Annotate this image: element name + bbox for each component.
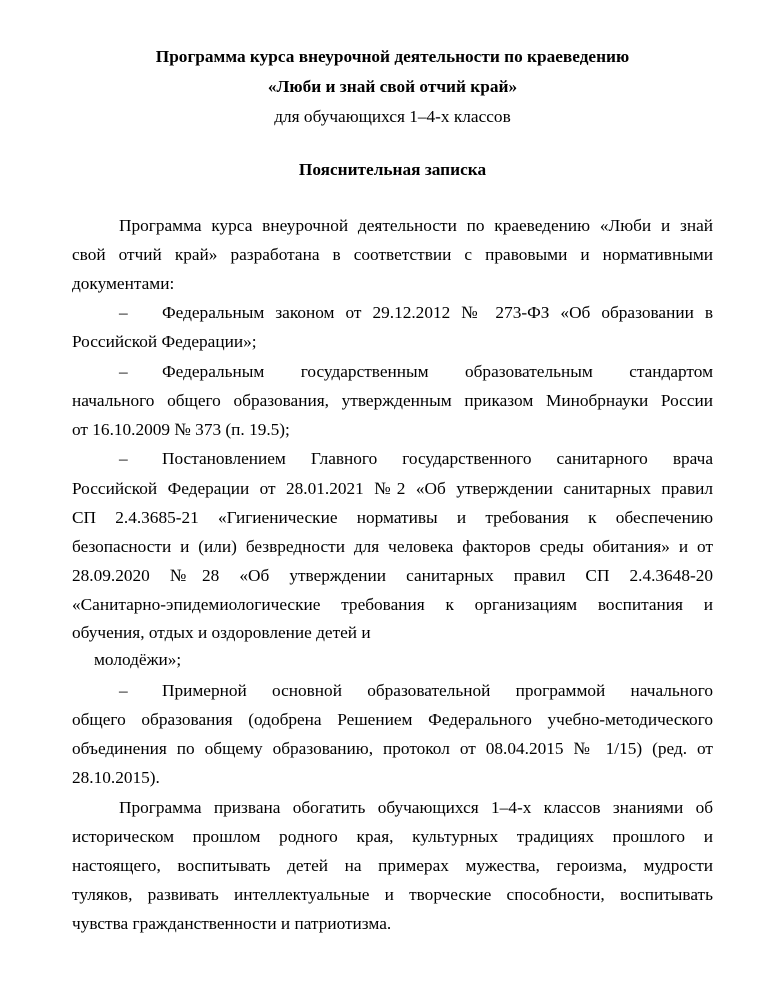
list-item-4-line-3: объединения по общему образованию, протокол от 08.04.2015 № 1/15) (ред. от (72, 739, 713, 758)
list-item-3-line-2: Российской Федерации от 28.01.2021 №2 «Об утверждении санитарных правил (72, 479, 713, 498)
list-item-2 (72, 361, 713, 383)
closing-line-5: чувства гражданственности и патриотизма. (72, 914, 392, 933)
list-item-3-text: Постановлением Главного государственного санитарного врача (162, 449, 713, 468)
list-item-2-text: Федеральным государственным образовательным стандартом (162, 362, 713, 381)
list-item-2-line-3: от 16.10.2009 № 373 (п. 19.5); (72, 420, 290, 439)
list-item-3-line-4: безопасности и (или) безвредности для человека факторов среды обитания» и от (72, 537, 713, 556)
title-line-1: Программа курса внеурочной деятельности по краеведению (155, 47, 630, 66)
list-marker: – (119, 681, 128, 700)
list-item-4 (72, 680, 713, 702)
closing-line-3: настоящего, воспитывать детей на примерах мужества, героизма, мудрости (72, 856, 713, 875)
list-item-1 (72, 302, 713, 324)
title-line-3: для обучающихся 1–4-х классов (274, 107, 511, 126)
list-item-4-line-4: 28.10.2015). (72, 768, 160, 787)
closing-line-2: историческом прошлом родного края, культурных традициях прошлого и (72, 827, 713, 846)
list-item-3-line-8: молодёжи»; (94, 650, 182, 669)
list-item-1-line-2: Российской Федерации»; (72, 332, 257, 351)
section-title: Пояснительная записка (298, 160, 487, 179)
list-item-4-text: Примерной основной образовательной программой начального (162, 681, 713, 700)
list-marker: – (119, 449, 128, 468)
list-item-2-line-2: начального общего образования, утвержденным приказом Минобрнауки России (72, 391, 713, 410)
title-line-2: «Люби и знай свой отчий край» (267, 77, 518, 96)
intro-line-3: документами: (72, 274, 175, 293)
list-item-3-line-3: СП 2.4.3685-21 «Гигиенические нормативы и требования к обеспечению (72, 508, 713, 527)
list-item-1-text: Федеральным законом от 29.12.2012 № 273-ФЗ «Об образовании в (162, 303, 713, 322)
list-item-4-line-2: общего образования (одобрена Решением Федерального учебно-методического (72, 710, 713, 729)
closing-line-1: Программа призвана обогатить обучающихся 1–4-х классов знаниями об (119, 798, 713, 817)
list-marker: – (119, 362, 128, 381)
list-item-3-line-5: 28.09.2020 №28 «Об утверждении санитарных правил СП 2.4.3648-20 (72, 566, 713, 585)
list-item-3 (72, 448, 713, 470)
closing-line-4: туляков, развивать интеллектуальные и творческие способности, воспитывать (72, 885, 713, 904)
list-marker: – (119, 303, 128, 322)
intro-line-1: Программа курса внеурочной деятельности по краеведению «Люби и знай (119, 216, 713, 235)
intro-line-2: свой отчий край» разработана в соответствии с правовыми и нормативными (72, 245, 713, 264)
list-item-3-line-7: обучения, отдых и оздоровление детей и (72, 623, 371, 642)
list-item-3-line-6: «Санитарно-эпидемиологические требования к организациям воспитания и (72, 595, 713, 614)
